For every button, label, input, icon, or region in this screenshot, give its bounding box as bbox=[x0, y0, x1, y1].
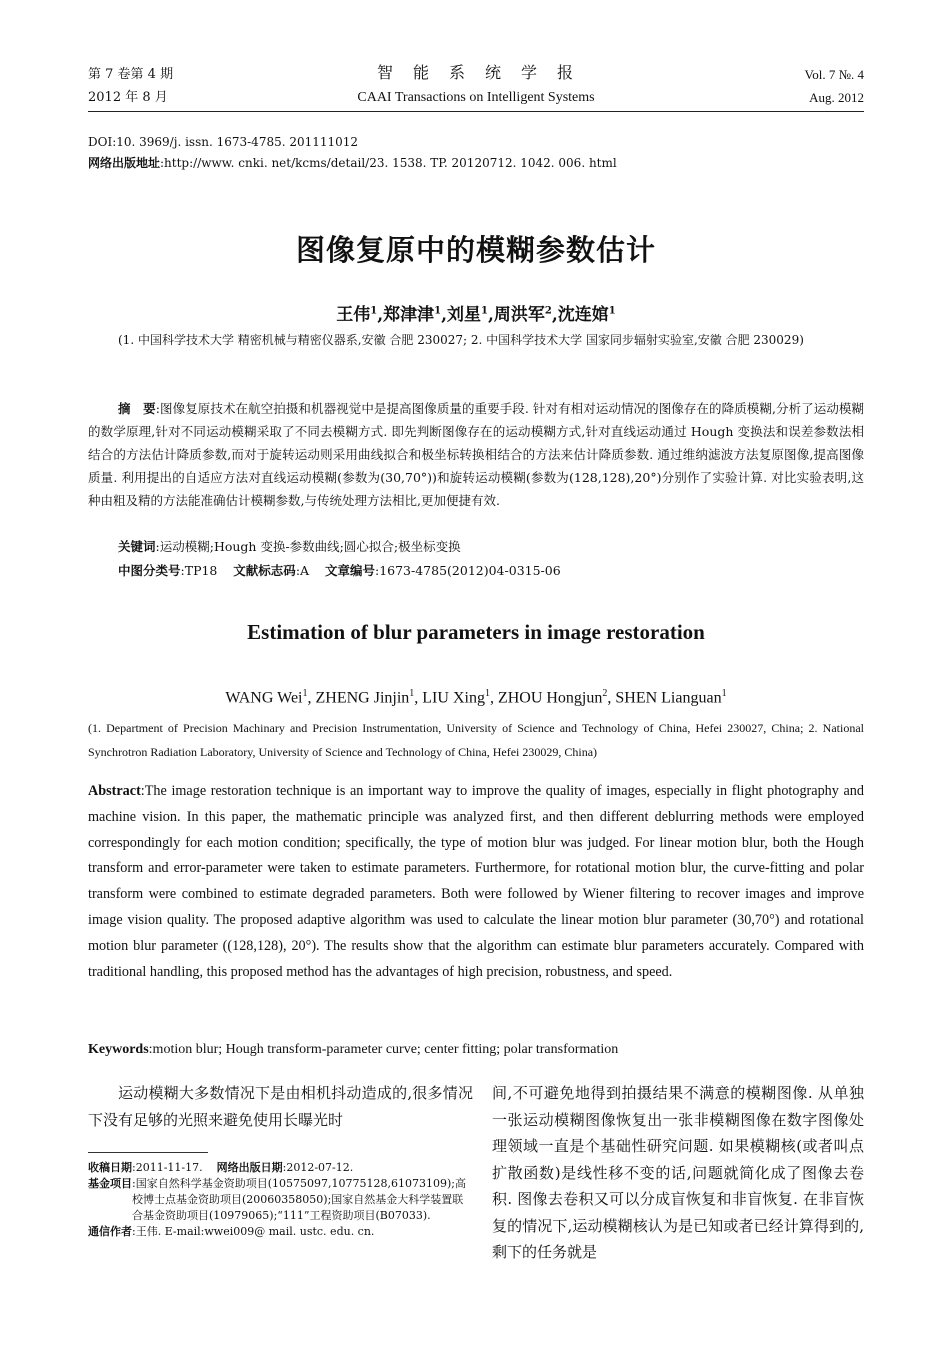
author-en: ZHENG Jinjin bbox=[315, 689, 410, 707]
corresponding-author-value: :王伟. E-mail:wwei009@ mail. ustc. edu. cn. bbox=[132, 1225, 375, 1238]
author-en: ZHOU Hongjun bbox=[497, 689, 603, 707]
title-en: Estimation of blur parameters in image restoration bbox=[247, 620, 705, 644]
keywords-cn-label: 关键词 bbox=[118, 539, 156, 554]
header-date: 2012 年 8 月 bbox=[88, 90, 168, 105]
doc-code-label: 文献标志码 bbox=[233, 563, 296, 578]
header-journal-en: CAAI Transactions on Intelligent Systems bbox=[357, 90, 595, 105]
keywords-cn-text: :运动模糊;Hough 变换-参数曲线;圆心拟合;极坐标变换 bbox=[155, 539, 461, 554]
header-journal-cn: 智 能 系 统 学 报 bbox=[376, 63, 575, 82]
online-address-label: 网络出版地址 bbox=[88, 156, 161, 170]
abstract-en-label: Abstract bbox=[88, 783, 141, 799]
author-cn: 郑津津 bbox=[383, 305, 435, 325]
author-cn: 周洪军 bbox=[493, 305, 545, 325]
online-date-label: 网络出版日期 bbox=[216, 1161, 283, 1174]
affiliation-en: (1. Department of Precision Machinary and Precision Instrumentation, University of Science and Technology of China, Hefei 230027, China; 2. National Synchrotron Radiation Laboratory, University of Science and Technology of China, Hefei 230029, China) bbox=[88, 721, 864, 759]
doc-code-value: :A bbox=[295, 563, 310, 578]
received-label: 收稿日期 bbox=[88, 1161, 132, 1174]
online-date-value: :2012-07-12. bbox=[282, 1161, 354, 1174]
article-number-label: 文章编号 bbox=[324, 563, 375, 578]
abstract-cn-label: 摘 要 bbox=[118, 401, 156, 416]
author-cn: 刘星 bbox=[447, 305, 482, 325]
title-cn: 图像复原中的模糊参数估计 bbox=[295, 233, 656, 267]
author-aff-mark: 1 bbox=[481, 305, 488, 317]
abstract-en-text: :The image restoration technique is an important way to improve the quality of images, especially in flight photography and machine vision. In this paper, the mathematic principle was analyzed first, and then different deblurring methods were employed correspondingly for each motion condition; specifically, the type of motion blur was judged. For linear motion blur, both the Hough transform and error-parameter were taken to estimate parameters. Furthermore, for rotational motion blur, the curve-fitting and polar transform were combined to estimate degraded parameters. Both were followed by Wiener filtering to recover images and improve image vision quality. The proposed adaptive algorithm was used to calculate the linear motion blur parameter (30,70°) and rotational motion blur parameter ((128,128), 20°). The results show that the algorithm can estimate blur parameters accurately. Compared with traditional handling, this proposed method has the advantages of high precision, robustness, and speed. bbox=[88, 783, 864, 980]
received-value: :2011-11-17. bbox=[132, 1161, 203, 1174]
abstract-en bbox=[88, 779, 864, 985]
author-aff-mark: 1 bbox=[409, 688, 415, 699]
authors-cn: 王伟$^1$,郑津津$^1$,刘星$^1$,周洪军$^2$,沈连婠$^1$ bbox=[336, 305, 616, 325]
header-volume: 第 7 卷第 4 期 bbox=[88, 67, 174, 82]
corresponding-author bbox=[88, 1224, 473, 1240]
footnote-rule bbox=[88, 1152, 208, 1153]
author-cn: 沈连婠 bbox=[557, 305, 609, 325]
author-en: WANG Wei bbox=[225, 689, 303, 707]
online-address-line bbox=[88, 153, 617, 173]
author-aff-mark: 1 bbox=[434, 305, 442, 317]
author-aff-mark: 1 bbox=[370, 305, 378, 317]
abstract-cn-text: :图像复原技术在航空拍摄和机器视觉中是提高图像质量的重要手段. 针对有相对运动情况的图像存在的降质模糊,分析了运动模糊的数学原理,针对不同运动模糊采取了不同去模糊方式. 即先判断图像存在的运动模糊方式,针对直线运动通过 Hough 变换法和误差参数法相结合的方法估计降质参数,而对于旋转运动则采用曲线拟合和极坐标转换相结合的方法来估计降质参数. 通过维纳滤波方法复原图像,提高图像质量. 利用提出的自适应方法对直线运动模糊(参数为(30,70°))和旋转运动模糊(参数为(128,128),20°)分别作了实验计算. 对比实验表明,这种由粗及精的方法能准确估计模糊参数,与传统处理方法相比,更加便捷有效. bbox=[88, 401, 864, 508]
body-left-paragraph: 运动模糊大多数情况下是由相机抖动造成的,很多情况下没有足够的光照来避免使用长曝光时 bbox=[88, 1084, 473, 1129]
abstract-cn bbox=[88, 397, 864, 512]
author-cn: 王伟 bbox=[336, 305, 371, 325]
header-date-en: Aug. 2012 bbox=[809, 90, 864, 105]
corresponding-author-label: 通信作者 bbox=[88, 1225, 132, 1238]
received-dates bbox=[88, 1160, 473, 1176]
doi-line: DOI:10. 3969/j. issn. 1673-4785. 201111012 bbox=[88, 135, 359, 149]
header-volume-en: Vol. 7 №. 4 bbox=[804, 67, 864, 82]
clc-label: 中图分类号 bbox=[118, 563, 181, 578]
online-address-url[interactable]: :http://www. cnki. net/kcms/detail/23. 1538. TP. 20120712. 1042. 006. html bbox=[160, 156, 617, 170]
authors-en: WANG Wei$^1$, ZHENG Jinjin$^1$, LIU Xing$^1$, ZHOU Hongjun$^2$, SHEN Lianguan$^1$ bbox=[225, 688, 727, 707]
affiliation-cn: (1. 中国科学技术大学 精密机械与精密仪器系,安徽 合肥 230027; 2. 中国科学技术大学 国家同步辐射实验室,安徽 合肥 230029) bbox=[118, 333, 804, 347]
keywords-en-text: :motion blur; Hough transform-parameter curve; center fitting; polar transformation bbox=[148, 1042, 619, 1057]
keywords-en bbox=[88, 1038, 864, 1062]
author-aff-mark: 1 bbox=[721, 688, 727, 699]
fund-value: :国家自然科学基金资助项目(10575097,10775128,61073109);高校博士点基金资助项目(20060358050);国家自然基金大科学装置联合基金资助项目(10979065);“111”工程资助项目(B07033). bbox=[132, 1177, 466, 1222]
author-aff-mark: 1 bbox=[484, 688, 490, 699]
author-aff-mark: 2 bbox=[544, 305, 552, 317]
author-en: SHEN Lianguan bbox=[615, 689, 722, 707]
fund-label: 基金项目 bbox=[88, 1177, 132, 1190]
clc-value: :TP18 bbox=[180, 563, 218, 578]
fund-row bbox=[88, 1176, 473, 1224]
footnotes bbox=[88, 1160, 473, 1240]
classification-line bbox=[118, 561, 561, 581]
keywords-cn bbox=[118, 537, 461, 557]
author-aff-mark: 1 bbox=[302, 688, 308, 699]
header-rule bbox=[88, 111, 864, 112]
author-aff-mark: 1 bbox=[608, 305, 616, 317]
author-en: LIU Xing bbox=[422, 689, 485, 707]
article-number-value: :1673-4785(2012)04-0315-06 bbox=[374, 563, 561, 578]
body-right-paragraph: 间,不可避免地得到拍摄结果不满意的模糊图像. 从单独一张运动模糊图像恢复出一张非模糊图像在数字图像处理领域一直是个基础性研究问题. 如果模糊核(或者叫点扩散函数)是线性移不变的话,问题就简化成了图像去卷积. 图像去卷积又可以分成盲恢复和非盲恢复. 在非盲恢复的情况下,运动模糊核认为是已知或者已经计算得到的,剩下的任务就是 bbox=[492, 1084, 864, 1261]
author-aff-mark: 2 bbox=[602, 688, 608, 699]
keywords-en-label: Keywords bbox=[88, 1042, 149, 1057]
